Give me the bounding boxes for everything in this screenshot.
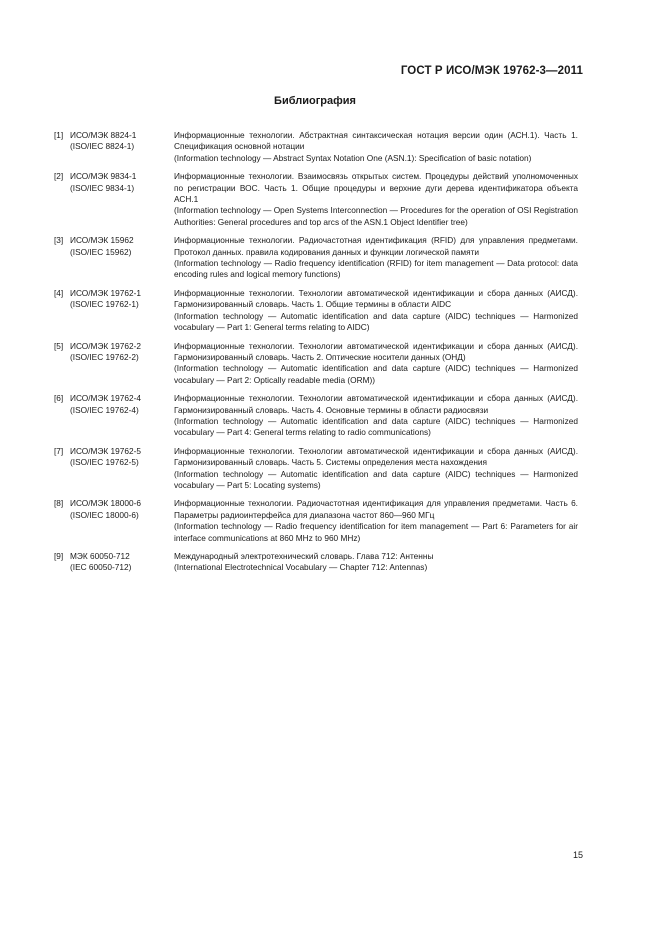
reference-en: (ISO/IEC 8824-1)	[70, 141, 135, 152]
reference-en: (ISO/IEC 9834-1)	[70, 182, 135, 193]
reference-en: (ISO/IEC 19762-1)	[70, 299, 139, 310]
title-ru: Международный электротехнический словарь. Глава 712: Антенны	[174, 551, 434, 561]
title-en: (Information technology — Abstract Syntax Notation One (ASN.1): Specification of basic notation)	[174, 152, 532, 163]
entry-number: [5]	[54, 340, 64, 351]
entry-description	[174, 446, 578, 492]
title-ru: Информационные технологии. Взаимосвязь открытых систем. Процедуры действий уполномоченных по регистрации ВОС. Часть 1. Общие процедуры и верхние дуги дерева идентификатора объекта АСН.1	[174, 171, 578, 205]
entry-number: [8]	[54, 498, 64, 509]
title-en: (Information technology — Automatic identification and data capture (AIDC) techniques — Harmonized vocabulary — Part 4: General terms relating to radio communications)	[174, 415, 578, 438]
reference-en: (ISO/IEC 19762-4)	[70, 404, 139, 415]
title-ru: Информационные технологии. Технологии автоматической идентификации и сбора данных (АИСД). Гармонизированный словарь. Часть 4. Основные термины в области радиосвязи	[174, 393, 578, 415]
page-number: 15	[572, 850, 583, 860]
entry-reference	[70, 130, 174, 164]
entry-reference	[70, 393, 174, 439]
bibliography-entry	[54, 341, 578, 387]
entry-reference	[70, 446, 174, 492]
reference-en: (ISO/IEC 15962)	[70, 246, 132, 257]
title-ru: Информационные технологии. Радиочастотная идентификация для управления предметами. Часть 6. Параметры радиоинтерфейса для диапазона частот 860—960 МГц	[174, 498, 578, 520]
entry-reference	[70, 171, 174, 228]
entry-description	[174, 130, 578, 164]
reference-ru: ИСО/МЭК 9834-1	[70, 171, 137, 182]
entry-reference	[70, 498, 174, 544]
bibliography-entry	[54, 498, 578, 544]
title-en: (Information technology — Open Systems Interconnection — Procedures for the operation of OSI Registration Authorities: General procedures and top arcs of the ASN.1 Object Identifier tree)	[174, 205, 578, 227]
entry-reference	[70, 288, 174, 334]
entry-description	[174, 288, 578, 334]
entry-reference	[70, 551, 174, 574]
page-title: Библиография	[274, 95, 356, 107]
entry-description	[174, 498, 578, 544]
bibliography-entry	[54, 130, 578, 164]
entry-description	[174, 235, 578, 281]
entry-description	[174, 341, 578, 387]
entry-number: [2]	[54, 171, 64, 182]
bibliography-list	[54, 130, 578, 581]
entry-number: [3]	[54, 235, 64, 246]
title-ru: Информационные технологии. Технологии автоматической идентификации и сбора данных (АИСД). Гармонизированный словарь. Часть 5. Системы определения места нахождения	[174, 445, 578, 468]
reference-en: (IEC 60050-712)	[70, 562, 132, 573]
entry-description	[174, 171, 578, 228]
reference-en: (ISO/IEC 19762-5)	[70, 457, 139, 468]
entry-reference	[70, 235, 174, 281]
title-en: (International Electrotechnical Vocabulary — Chapter 712: Antennas)	[174, 562, 428, 573]
entry-description	[174, 393, 578, 439]
title-ru: Информационные технологии. Технологии автоматической идентификации и сбора данных (АИСД). Гармонизированный словарь. Часть 1. Общие термины в области AIDC	[174, 287, 578, 310]
title-en: (Information technology — Radio frequency identification (RFID) for item management — Data protocol: data encoding rules and logical memory functions)	[174, 258, 578, 280]
document-number: ГОСТ Р ИСО/МЭК 19762-3—2011	[400, 65, 583, 77]
reference-ru: МЭК 60050-712	[70, 551, 130, 561]
bibliography-entry	[54, 235, 578, 281]
reference-en: (ISO/IEC 19762-2)	[70, 351, 139, 362]
entry-number: [4]	[54, 287, 64, 298]
title-en: (Information technology — Automatic identification and data capture (AIDC) techniques — Harmonized vocabulary — Part 5: Locating systems)	[174, 468, 578, 490]
reference-ru: ИСО/МЭК 15962	[70, 235, 134, 246]
entry-number: [6]	[54, 393, 64, 404]
title-ru: Информационные технологии. Радиочастотная идентификация (RFID) для управления предметами. Протокол данных. правила кодирования данных и функции логической памяти	[174, 235, 578, 257]
reference-ru: ИСО/МЭК 19762-2	[70, 340, 141, 351]
reference-ru: ИСО/МЭК 18000-6	[70, 498, 141, 509]
title-en: (Information technology — Radio frequency identification for item management — Part 6: Parameters for air interface communications at 860 MHz to 960 MHz)	[174, 521, 578, 543]
entry-number: [1]	[54, 130, 64, 140]
title-ru: Информационные технологии. Абстрактная синтаксическая нотация версии один (АСН.1). Часть 1. Спецификация основной нотации	[174, 130, 578, 152]
title-ru: Информационные технологии. Технологии автоматической идентификации и сбора данных (АИСД). Гармонизированный словарь. Часть 2. Оптические носители данных (ОНД)	[174, 340, 578, 362]
entry-number: [7]	[54, 445, 64, 456]
entry-description	[174, 551, 578, 574]
reference-ru: ИСО/МЭК 19762-5	[70, 445, 141, 456]
title-en: (Information technology — Automatic identification and data capture (AIDC) techniques — Harmonized vocabulary — Part 1: General terms relating to AIDC)	[174, 310, 578, 333]
title-en: (Information technology — Automatic identification and data capture (AIDC) techniques — Harmonized vocabulary — Part 2: Optically readable media (ORM))	[174, 363, 578, 385]
bibliography-entry	[54, 393, 578, 439]
bibliography-entry	[54, 171, 578, 228]
bibliography-entry	[54, 551, 578, 574]
entry-reference	[70, 341, 174, 387]
reference-ru: ИСО/МЭК 19762-4	[70, 393, 141, 404]
reference-ru: ИСО/МЭК 8824-1	[70, 130, 137, 140]
reference-en: (ISO/IEC 18000-6)	[70, 509, 139, 520]
bibliography-entry	[54, 288, 578, 334]
entry-number: [9]	[54, 551, 64, 561]
bibliography-entry	[54, 446, 578, 492]
reference-ru: ИСО/МЭК 19762-1	[70, 287, 141, 298]
